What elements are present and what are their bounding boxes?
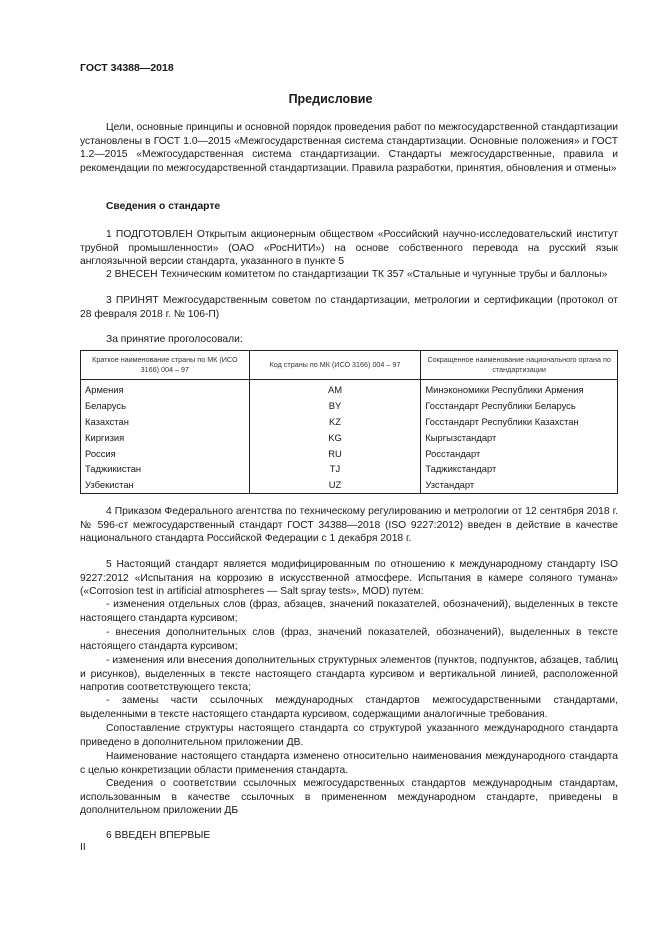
table-row [81,380,618,398]
item-2-paragraph: 2 ВНЕСЕН Техническим комитетом по стандартизации ТК 357 «Стальные и чугунные трубы и баллоны» [106,269,608,280]
standards-body: Таджикстандарт [421,461,618,477]
standards-body: Минэкономики Республики Армения [421,380,618,398]
item-6-paragraph: 6 ВВЕДЕН ВПЕРВЫЕ [106,830,211,841]
table-row [81,461,618,477]
item-3-paragraph: 3 ПРИНЯТ Межгосударственным советом по стандартизации, метрологии и сертификации (протокол от 28 февраля 2018 г. № 106-П) [80,295,618,320]
standards-body: Госстандарт Республики Беларусь [421,398,618,414]
page-number: II [80,842,86,853]
item-1-paragraph: 1 ПОДГОТОВЛЕН Открытым акционерным обществом «Российский научно-исследовательский институт трубной промышленности» (ОАО «РосНИТИ») на основе собственного перевода на русский язык англоязычной версии стандарта, указанного в пункте 5 [80,229,618,268]
voting-countries-table [80,350,618,494]
item-5-bullet-4: - замены части ссылочных международных стандартов межгосударственными стандартами, выделенными в тексте настоящего стандарта курсивом, содержащими аналогичные требования. [80,695,618,720]
table-row [81,398,618,414]
intro-paragraph: Цели, основные принципы и основной порядок проведения работ по межгосударственной стандартизации установлены в ГОСТ 1.0—2015 «Межгосударственная система стандартизации. Основные положения» и ГОСТ 1.2—2015 «Межгосударственная система стандартизации. Стандарты межгосударственные, правила и рекомендации по межгосударственной стандартизации. Правила разработки, принятия, обновления и отмены» [80,122,618,174]
item-5-bullet-2: - внесения дополнительных слов (фраз, значений показателей, обозначений), выделенных в тексте настоящего стандарта курсивом; [80,627,618,652]
standards-body: Росстандарт [421,445,618,461]
table-header-code: Код страны по МК (ИСО 3166) 004 – 97 [249,351,421,380]
country-code: KZ [249,414,421,430]
item-5-bullet-1: - изменения отдельных слов (фраз, абзацев, значений показателей, обозначений), выделенных в тексте настоящего стандарта курсивом; [80,599,618,624]
country-name: Казахстан [81,414,250,430]
country-code: BY [249,398,421,414]
item-5-references: Сведения о соответствии ссылочных межгосударственных стандартов международным стандартам, использованным в качестве ссылочных в примененном международном стандарте, приведены в дополнительном приложении ДБ [80,778,618,817]
country-name: Киргизия [81,429,250,445]
item-4-paragraph: 4 Приказом Федерального агентства по техническому регулированию и метрологии от 12 сентября 2018 г. № 596-ст межгосударственный стандарт ГОСТ 34388—2018 (ISO 9227:2012) введен в действие в качестве национального стандарта Российской Федерации с 1 декабря 2018 г. [80,506,618,545]
standards-body: Узстандарт [421,477,618,493]
country-code: TJ [249,461,421,477]
item-5-comparison: Сопоставление структуры настоящего стандарта со структурой указанного международного стандарта приведено в дополнительном приложении ДВ. [80,723,618,748]
country-code: KG [249,429,421,445]
page-title: Предисловие [288,92,373,106]
table-header-country: Краткое наименование страны по МК (ИСО 3166) 004 – 97 [81,351,250,380]
item-5-paragraph: 5 Настоящий стандарт является модифицированным по отношению к международному стандарту ISO 9227:2012 «Испытания на коррозию в искусственной атмосфере. Испытания в камере соляного тумана» («Corrosion test in artificial atmospheres — Salt spray tests», MOD) путем: [80,559,618,598]
table-row [81,445,618,461]
country-name: Армения [81,380,250,398]
section-heading: Сведения о стандарте [106,201,221,212]
voted-label: За принятие проголосовали: [106,334,243,345]
item-5-naming: Наименование настоящего стандарта изменено относительно наименования международного стандарта с целью конкретизации области применения стандарта. [80,751,618,776]
table-row [81,414,618,430]
table-row [81,477,618,493]
country-code: UZ [249,477,421,493]
country-name: Таджикистан [81,461,250,477]
table-row [81,429,618,445]
standards-body: Кыргызстандарт [421,429,618,445]
table-header-body: Сокращенное наименование национального органа по стандартизации [421,351,618,380]
country-code: AM [249,380,421,398]
country-name: Беларусь [81,398,250,414]
country-name: Узбекистан [81,477,250,493]
document-code-header: ГОСТ 34388—2018 [80,62,174,74]
country-code: RU [249,445,421,461]
country-name: Россия [81,445,250,461]
standards-body: Госстандарт Республики Казахстан [421,414,618,430]
item-5-bullet-3: - изменения или внесения дополнительных структурных элементов (пунктов, подпунктов, абзацев, таблиц и рисунков), выделенных в тексте настоящего стандарта курсивом и вертикальной линией, расположенной напротив соответствующего текста; [80,655,618,694]
